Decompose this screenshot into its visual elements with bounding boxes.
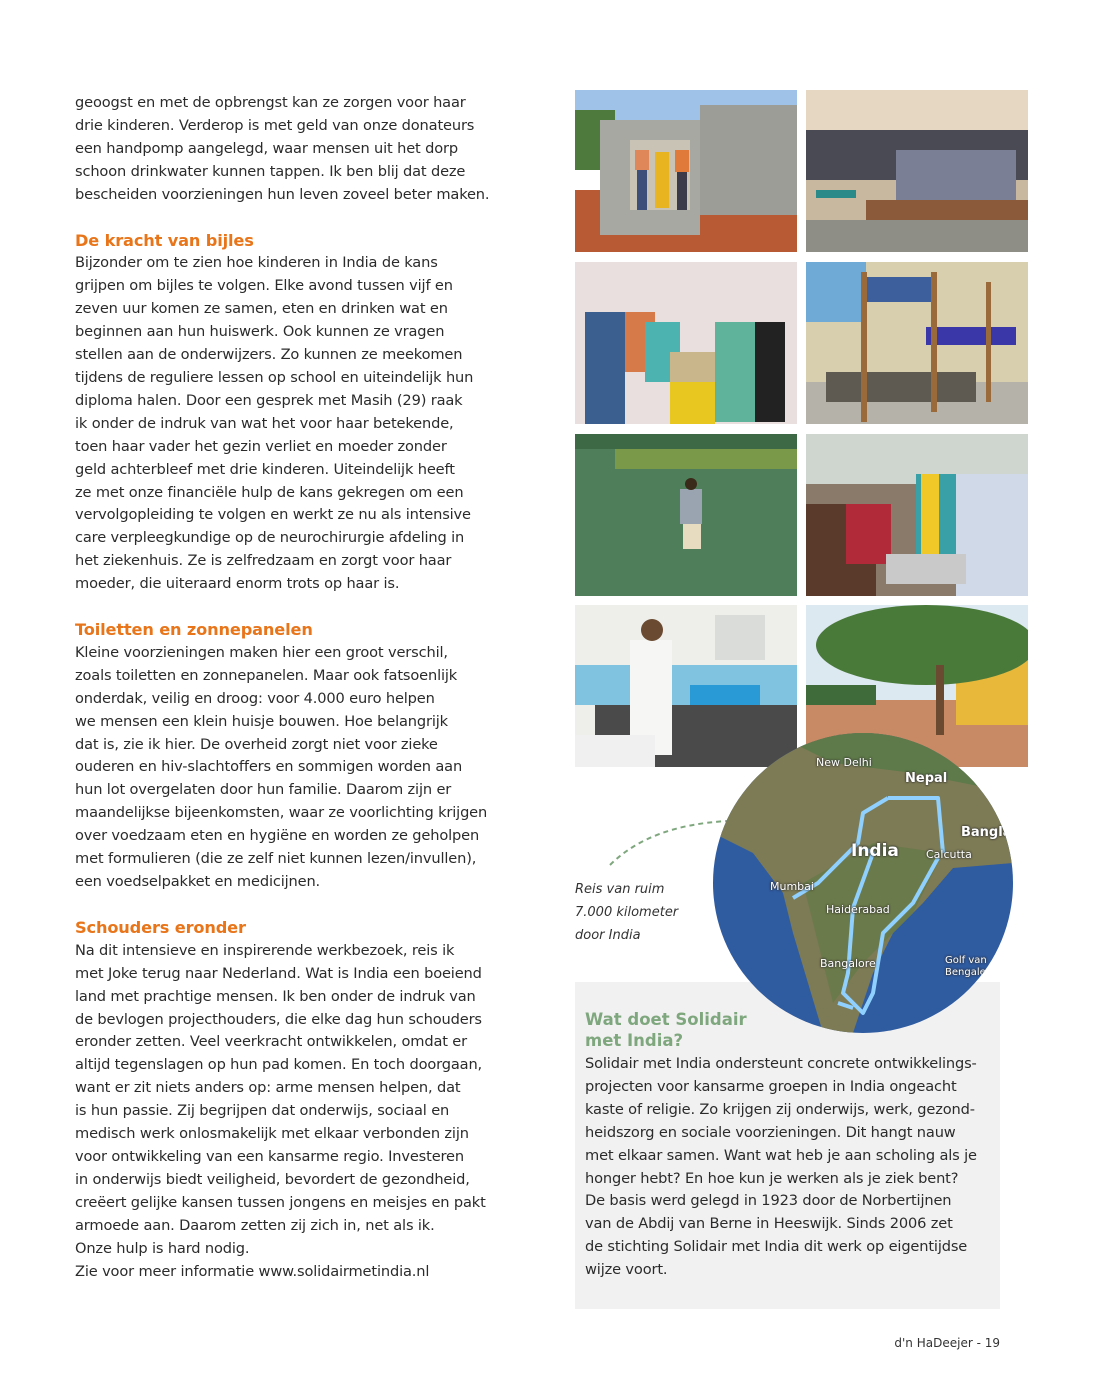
article-column: [75, 92, 515, 1283]
section-heading: De kracht van bijles: [75, 230, 254, 250]
photo-hairdressing-training: [575, 262, 797, 424]
map-label-bangalore: Bangalore: [820, 957, 876, 970]
map-caption: Reis van ruim 7.000 kilometer door India: [575, 882, 679, 943]
map-label-mumbai: Mumbai: [770, 880, 814, 893]
photo-classroom-students: [806, 90, 1028, 252]
map-label-new-delhi: New Delhi: [816, 756, 872, 769]
article-paragraph: Bijzonder om te zien hoe kinderen in India de kans grijpen om bijles te volgen. Elke avond tussen vijf en zeven uur komen ze samen, eten en drinken wat en beginnen aan hun huiswerk. Ook kunnen ze vragen stellen aan de onderwijzers. Zo kunnen ze meekomen tijdens de reguliere lessen op school en uiteindelijk hun diploma halen. Door een gesprek met Masih (29) raak ik onder de indruk van wat het voor haar betekende, toen haar vader het gezin verliet en moeder zonder geld achterbleef met drie kinderen. Uiteindelijk heeft ze met onze financiële hulp de kans gekregen om een vervolgopleiding te volgen en werkt ze nu als intensive care verpleegkundige op de neurochirurgie afdeling in het ziekenhuis. Ze is zelfredzaam en zorgt voor haar moeder, die uiteraard enorm trots op haar is.: [75, 254, 474, 593]
photo-laboratory-priest: [575, 605, 797, 767]
article-paragraph: Na dit intensieve en inspirerende werkbezoek, reis ik met Joke terug naar Nederland. Wat is India een boeiend land met prachtige mensen. Ik ben onder de indruk van de bevlogen projecthouders, die elke dag hun schouders eronder zetten. Veel veerkracht ontwikkelen, omdat er altijd tegenslagen op hun pad komen. En toch doorgaan, want er zit niets anders op: arme mensen helpen, dat is hun passie. Zij begrijpen dat onderwijs, sociaal en medisch werk onlosmakelijk met elkaar verbonden zijn voor ontwikkeling van een kansarme regio. Investeren in onderwijs biedt veiligheid, bevordert de gezondheid, creëert gelijke kansen tussen jongens en meisjes en pakt armoede aan. Daarom zetten zij zich in, net als ik. Onze hulp is hard nodig. Zie voor meer informatie www.solidairmetindia.nl: [75, 941, 486, 1280]
info-box-body: Solidair met India ondersteunt concrete ontwikkelings- projecten voor kansarme groepen in India ongeacht kaste of religie. Zo krijgen zij onderwijs, werk, gezond- heidszorg en sociale voorzieningen. Dit hangt nauw met elkaar samen. Want wat heb je aan scholing als je honger hebt? En hoe kun je werken als je ziek bent? De basis werd gelegd in 1923 door de Norbertijnen van de Abdij van Berne in Heeswijk. Sinds 2006 zet de stichting Solidair met India dit werk op eigentijdse wijze voort.: [585, 1055, 977, 1279]
photo-farmer-cabbage-field: [575, 434, 797, 596]
article-paragraph: Kleine voorzieningen maken hier een groot verschil, zoals toiletten en zonnepanelen. Maar ook fatsoenlijk onderdak, veilig en droog: voor 4.000 euro helpen we mensen een klein huisje bouwen. Hoe belangrijk dat is, zie ik hier. De overheid zorgt niet voor zieke ouderen en hiv-slachtoffers en sommigen worden aan hun lot overgelaten door hun familie. Daarom zijn er maandelijkse bijeenkomsten, waar ze voorlichting krijgen over voedzaam eten en hygiëne en worden ze geholpen met formulieren (die ze zelf niet kunnen lezen/invullen), een voedselpakket en medicijnen.: [75, 643, 488, 890]
article-section-toiletten: [75, 619, 515, 894]
article-section-schouders: [75, 917, 515, 1284]
map-label-bangla: Bangla: [961, 825, 1012, 840]
section-heading: Schouders eronder: [75, 917, 246, 937]
photo-building-construction: [575, 90, 797, 252]
info-box: [575, 982, 1000, 1309]
photo-food-distribution: [806, 434, 1028, 596]
dashed-pointer-line: [600, 815, 730, 875]
photo-dormitory-bunk-beds: [806, 262, 1028, 424]
page-footer: d'n HaDeejer - 19: [894, 1336, 1000, 1350]
map-label-calcutta: Calcutta: [926, 848, 972, 861]
route-map: [713, 733, 1013, 1033]
map-label-nepal: Nepal: [905, 771, 948, 786]
article-paragraph: geoogst en met de opbrengst kan ze zorgen voor haar drie kinderen. Verderop is met geld van onze donateurs een handpomp aangelegd, waar mensen uit het dorp schoon drinkwater kunnen tappen. Ik ben blij dat deze bescheiden voorzieningen hun leven zoveel beter maken.: [75, 94, 490, 203]
map-label-haiderabad: Haiderabad: [826, 903, 890, 916]
article-section-bijles: [75, 230, 515, 597]
map-label-golf-van-bengalen: Golf van Bengale: [945, 955, 987, 978]
article-intro: [75, 92, 515, 207]
map-label-india: India: [851, 841, 899, 861]
info-box-heading: Wat doet Solidair met India?: [585, 1010, 747, 1050]
section-heading: Toiletten en zonnepanelen: [75, 620, 313, 640]
